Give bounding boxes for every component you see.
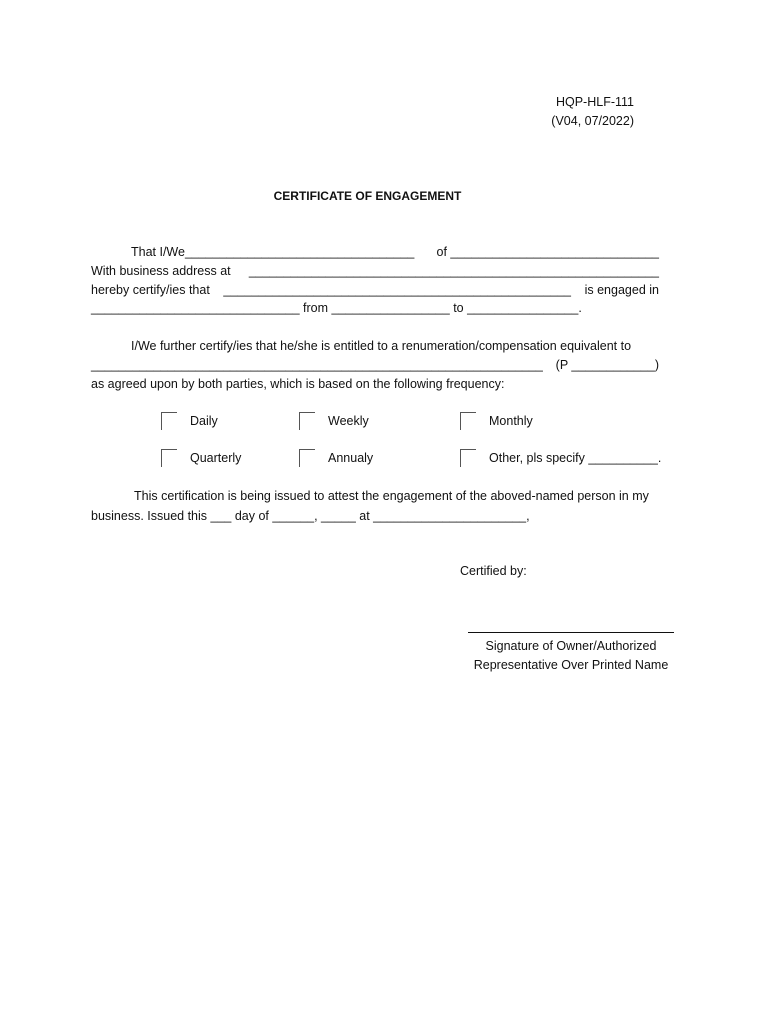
document-title: CERTIFICATE OF ENGAGEMENT (273, 189, 462, 203)
paragraph1-line2 (91, 263, 659, 279)
other-label: Other, pls specify __________. (489, 451, 662, 465)
paragraph1-line1 (131, 244, 659, 260)
form-version: (V04, 07/2022) (551, 114, 634, 128)
i-we-field[interactable]: That I/We_________________________________ (131, 245, 415, 259)
paragraph3-line1: This certification is being issued to attest the engagement of the aboved-named person in my (134, 489, 649, 503)
to-date-field[interactable]: to ________________. (453, 301, 582, 315)
monthly-label: Monthly (489, 414, 533, 428)
engaged-in-field[interactable]: ______________________________ (91, 301, 300, 315)
paragraph2-line1: I/We further certify/ies that he/she is entitled to a renumeration/compensation equivalent to (131, 339, 632, 353)
paragraph3-line2: business. Issued this ___ day of ______, _____ at ______________________, (91, 509, 530, 523)
certify-label: hereby certify/ies that (91, 283, 210, 297)
paragraph1-line3 (91, 282, 659, 298)
from-date-field[interactable]: from _________________ (303, 301, 450, 315)
compensation-amount-field[interactable]: (P ____________) (555, 358, 659, 372)
daily-label: Daily (190, 414, 218, 428)
engaged-in-label: is engaged in (584, 283, 659, 297)
annualy-checkbox[interactable] (299, 449, 315, 467)
certified-by-label: Certified by: (460, 564, 527, 578)
weekly-checkbox[interactable] (299, 412, 315, 430)
quarterly-label: Quarterly (190, 451, 242, 465)
signature-caption-line1: Signature of Owner/Authorized (485, 639, 657, 653)
business-address-field[interactable]: ___________________________________________________________ (248, 264, 659, 278)
other-checkbox[interactable] (460, 449, 476, 467)
signature-caption-line2: Representative Over Printed Name (473, 658, 669, 672)
annualy-label: Annualy (328, 451, 374, 465)
compensation-field[interactable]: _________________________________________________________________ (91, 358, 543, 372)
of-field[interactable]: of ______________________________ (436, 245, 659, 259)
quarterly-checkbox[interactable] (161, 449, 177, 467)
business-address-label: With business address at (91, 264, 231, 278)
daily-checkbox[interactable] (161, 412, 177, 430)
paragraph1-line4 (91, 300, 582, 316)
monthly-checkbox[interactable] (460, 412, 476, 430)
engaged-person-field[interactable]: __________________________________________________ (223, 283, 572, 297)
weekly-label: Weekly (328, 414, 369, 428)
form-code: HQP-HLF-111 (555, 95, 634, 109)
signature-line[interactable] (468, 632, 674, 633)
paragraph2-line3: as agreed upon by both parties, which is based on the following frequency: (91, 377, 505, 391)
paragraph2-line2 (91, 357, 659, 373)
